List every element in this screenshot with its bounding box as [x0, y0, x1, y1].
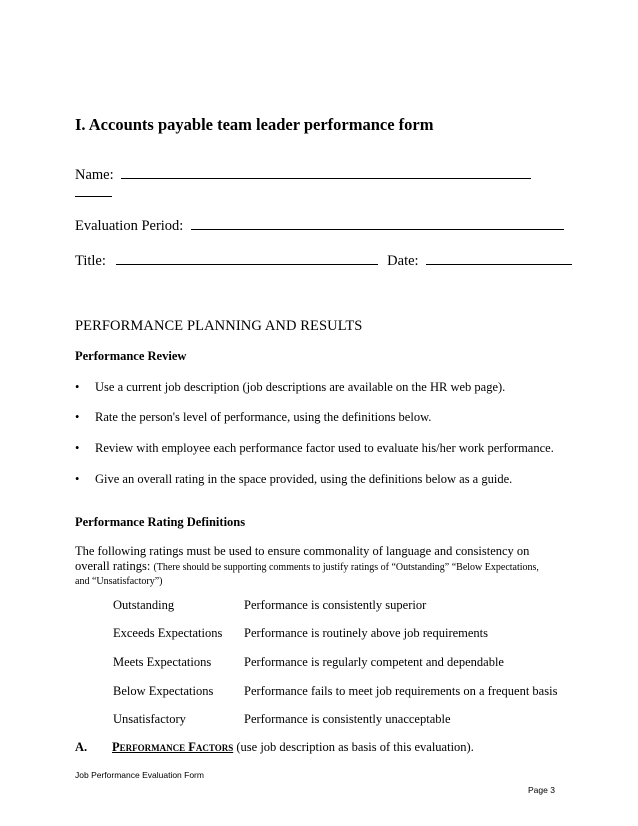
performance-review-heading: Performance Review: [75, 349, 187, 363]
factor-letter: A.: [75, 740, 88, 754]
rating-definitions-heading: Performance Rating Definitions: [75, 515, 246, 529]
title-label: Title:: [75, 253, 106, 269]
title-line[interactable]: [116, 263, 378, 265]
name-line-continued[interactable]: [75, 196, 112, 197]
form-title: I. Accounts payable team leader performance form: [75, 115, 434, 134]
footer-form-name: Job Performance Evaluation Form: [75, 770, 204, 780]
name-line[interactable]: [121, 177, 531, 179]
factor-title: Performance Factors: [112, 740, 234, 754]
evaluation-period-label: Evaluation Period:: [75, 218, 184, 234]
rating-definition: Performance is regularly competent and dependable: [244, 655, 504, 669]
evaluation-period-line[interactable]: [191, 228, 564, 230]
title-date-row: [75, 253, 572, 270]
name-label: Name:: [75, 167, 114, 183]
rating-name: Outstanding: [113, 598, 175, 612]
bullet-icon: •: [75, 380, 80, 394]
bullet-item: • Give an overall rating in the space provided, using the definitions below as a guide.: [75, 472, 513, 486]
evaluation-period-row: [75, 218, 564, 235]
rating-definition: Performance fails to meet job requirements on a frequent basis: [244, 684, 558, 698]
rating-definition: Performance is routinely above job requirements: [244, 626, 489, 640]
section-heading: PERFORMANCE PLANNING AND RESULTS: [75, 318, 363, 334]
intro-line-1: The following ratings must be used to ensure commonality of language and consistency on: [75, 544, 530, 558]
bullet-icon: •: [75, 472, 80, 486]
bullet-item: • Use a current job description (job descriptions are available on the HR web page).: [75, 380, 506, 394]
bullet-item: • Rate the person's level of performance, using the definitions below.: [75, 410, 432, 424]
rating-name: Meets Expectations: [113, 655, 212, 669]
intro-line-3: and “Unsatisfactory”): [75, 576, 163, 587]
intro-line-2: overall ratings: (There should be supporting comments to justify ratings of “Outstanding” “Below Expectations,: [75, 559, 539, 573]
bullet-icon: •: [75, 441, 80, 455]
performance-factors-heading: [75, 740, 474, 755]
date-line[interactable]: [426, 263, 572, 265]
rating-name: Below Expectations: [113, 684, 214, 698]
bullet-item: • Review with employee each performance factor used to evaluate his/her work performance.: [75, 441, 554, 455]
rating-name: Exceeds Expectations: [113, 626, 223, 640]
date-label: Date:: [387, 253, 419, 269]
rating-definition: Performance is consistently superior: [244, 598, 427, 612]
rating-name: Unsatisfactory: [113, 712, 186, 726]
factor-note: (use job description as basis of this evaluation).: [233, 740, 474, 754]
name-field-row: [75, 167, 531, 184]
rating-definition: Performance is consistently unacceptable: [244, 712, 451, 726]
page-number: Page 3: [528, 785, 555, 795]
bullet-icon: •: [75, 410, 80, 424]
